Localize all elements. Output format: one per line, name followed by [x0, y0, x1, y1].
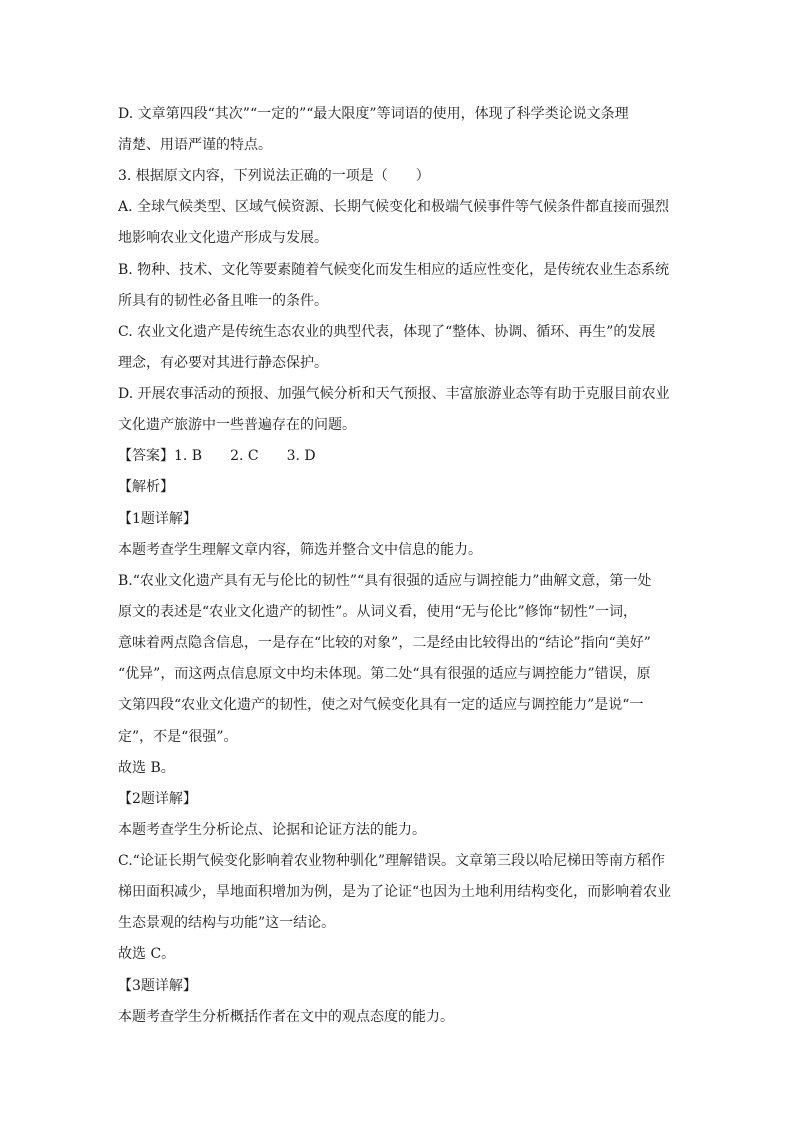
option-b-line: B. 物种、技术、文化等要素随着气候变化而发生相应的适应性变化，是传统农业生态系统 — [118, 262, 670, 278]
text-line: 本题考查学生理解文章内容，筛选并整合文中信息的能力。 — [118, 542, 482, 558]
text-line: 清楚、用语严谨的特点。 — [118, 137, 272, 153]
text-line: “优异”，而这两点信息原文中均未体现。第二处“具有很强的适应与调控能力”错误，原 — [118, 666, 651, 682]
text-line: 本题考查学生分析概括作者在文中的观点态度的能力。 — [118, 1009, 454, 1025]
text-line: 所具有的韧性必备且唯一的条件。 — [118, 293, 328, 309]
text-line: 故选 C。 — [118, 946, 176, 962]
text-line: B.“农业文化遗产具有无与伦比的韧性”“具有很强的适应与调控能力”曲解文意，第一处 — [118, 573, 652, 589]
text-line: C.“论证长期气候变化影响着农业物种驯化”理解错误。文章第三段以哈尼梯田等南方稻作 — [118, 853, 665, 869]
text-line: 意味着两点隐含信息，一是存在“比较的对象”，二是经由比较得出的“结论”指向“美好” — [118, 635, 651, 651]
question-3-stem: 3. 根据原文内容，下列说法正确的一项是（ ） — [118, 168, 430, 184]
text-line: 原文的表述是“农业文化遗产的韧性”。从词义看，使用“无与伦比”修饰“韧性”一词， — [118, 604, 637, 620]
q3-heading: 【3题详解】 — [118, 978, 197, 994]
text-line: 文第四段“农业文化遗产的韧性，使之对气候变化具有一定的适应与调控能力”是说“一 — [118, 697, 644, 713]
answer-line: 【答案】1. B 2. C 3. D — [118, 448, 316, 464]
text-line: 梯田面积减少，旱地面积增加为例，是为了论证“也因为土地利用结构变化，而影响着农业 — [118, 884, 672, 900]
option-d-line: D. 开展农事活动的预报、加强气候分析和天气预报、丰富旅游业态等有助于克服目前农业 — [118, 386, 670, 402]
option-a-line: A. 全球气候类型、区域气候资源、长期气候变化和极端气候事件等气候条件都直接而强烈 — [118, 199, 670, 215]
q1-heading: 【1题详解】 — [118, 511, 197, 527]
text-line: D. 文章第四段“其次”“一定的”“最大限度”等词语的使用，体现了科学类论说文条理 — [118, 106, 629, 122]
text-line: 本题考查学生分析论点、论据和论证方法的能力。 — [118, 822, 426, 838]
text-line: 定”，不是“很强”。 — [118, 729, 238, 745]
text-line: 文化遗产旅游中一些普遍存在的问题。 — [118, 417, 356, 433]
text-line: 理念，有必要对其进行静态保护。 — [118, 355, 328, 371]
text-line: 地影响农业文化遗产形成与发展。 — [118, 230, 328, 246]
analysis-heading: 【解析】 — [118, 479, 174, 495]
q2-heading: 【2题详解】 — [118, 791, 197, 807]
text-line: 故选 B。 — [118, 760, 175, 776]
option-c-line: C. 农业文化遗产是传统生态农业的典型代表，体现了“整体、协调、循环、再生”的发展 — [118, 324, 656, 340]
text-line: 生态景观的结构与功能”这一结论。 — [118, 915, 336, 931]
